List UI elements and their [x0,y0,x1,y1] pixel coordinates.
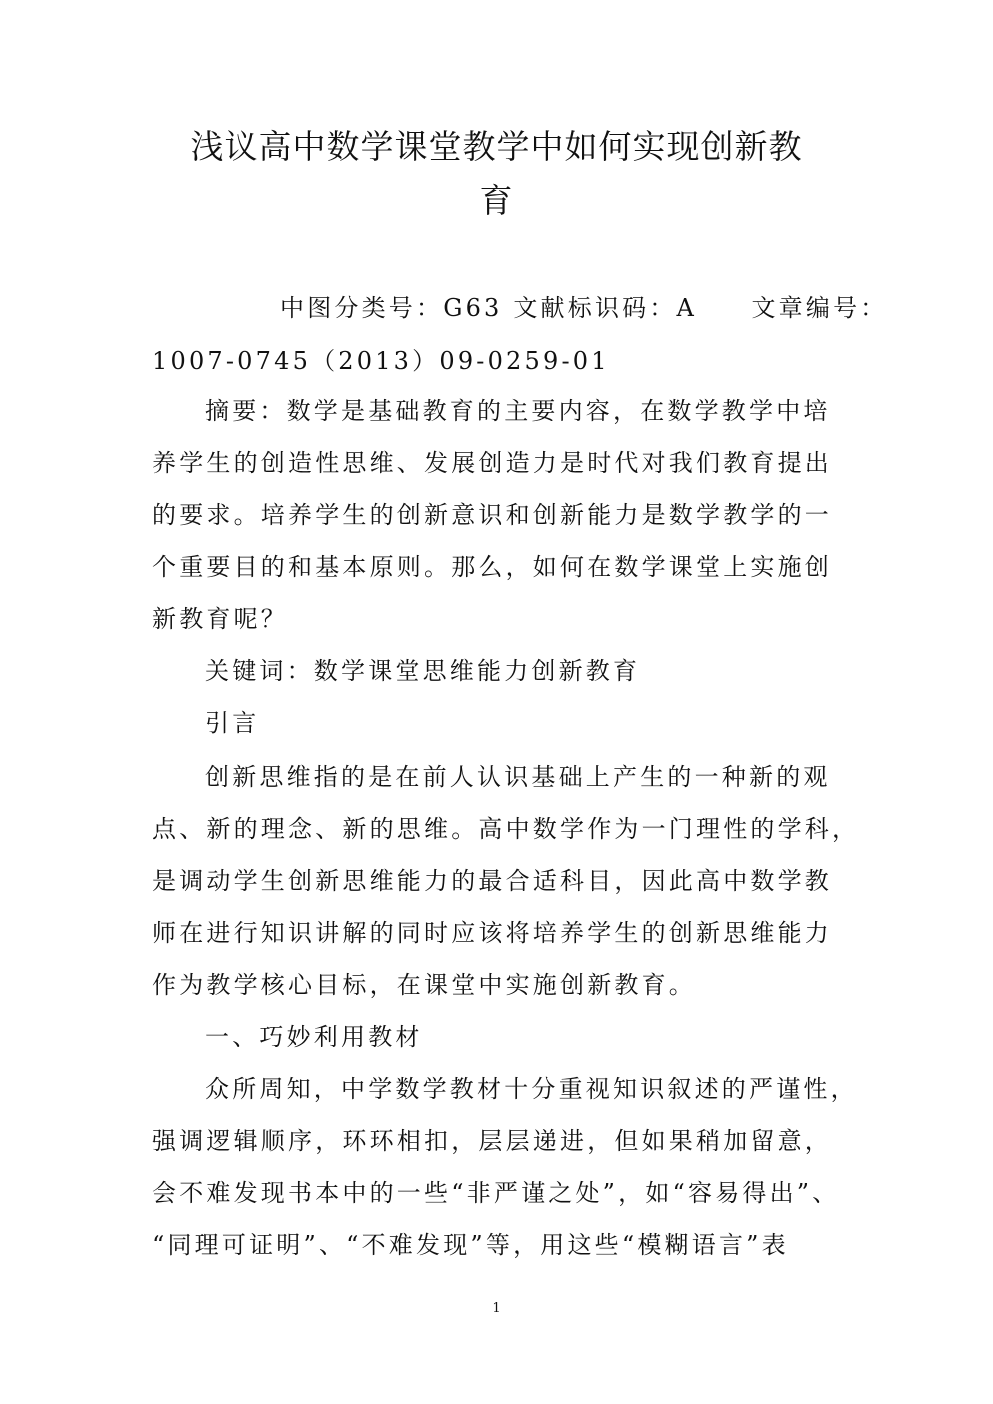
paragraph-line: 会不难发现书本中的一些“非严谨之处”，如“容易得出”、 [152,1179,840,1207]
paragraph-line: 众所周知，中学数学教材十分重视知识叙述的严谨性， [205,1075,858,1103]
paragraph-line: 创新思维指的是在前人认识基础上产生的一种新的观 [205,763,831,791]
paragraph-line: 是调动学生创新思维能力的最合适科目，因此高中数学教 [152,867,832,895]
paragraph-line: 养学生的创造性思维、发展创造力是时代对我们教育提出 [152,449,832,477]
paragraph-line: 1007-0745（2013）09-0259-01 [152,347,610,375]
page-number: 1 [492,1301,501,1316]
paragraph-line: 的要求。培养学生的创新意识和创新能力是数学教学的一 [152,501,832,529]
paragraph-line: 引言 [205,709,260,737]
paragraph-line: 师在进行知识讲解的同时应该将培养学生的创新思维能力 [152,919,832,947]
paragraph-line: 强调逻辑顺序，环环相扣，层层递进，但如果稍加留意， [152,1127,832,1155]
document-title-line-2: 育 [479,181,514,220]
paragraph-line: 个重要目的和基本原则。那么，如何在数学课堂上实施创 [152,553,832,581]
paragraph-line: 一、巧妙利用教材 [205,1023,423,1051]
paragraph-line: 作为教学核心目标，在课堂中实施创新教育。 [152,971,696,999]
paragraph-line: “同理可证明”、“不难发现”等，用这些“模糊语言”表 [152,1231,789,1259]
paragraph-line: 新教育呢？ [152,605,288,633]
paragraph-line: 关键词：数学课堂思维能力创新教育 [205,657,641,685]
paragraph-line: 摘要：数学是基础教育的主要内容，在数学教学中培 [205,397,831,425]
paragraph-line: 点、新的理念、新的思维。高中数学作为一门理性的学科， [152,815,860,843]
document-title-line-1: 浅议高中数学课堂教学中如何实现创新教 [190,127,803,166]
paragraph-line: 中图分类号：G63 文献标识码：A 文章编号： [280,294,888,322]
